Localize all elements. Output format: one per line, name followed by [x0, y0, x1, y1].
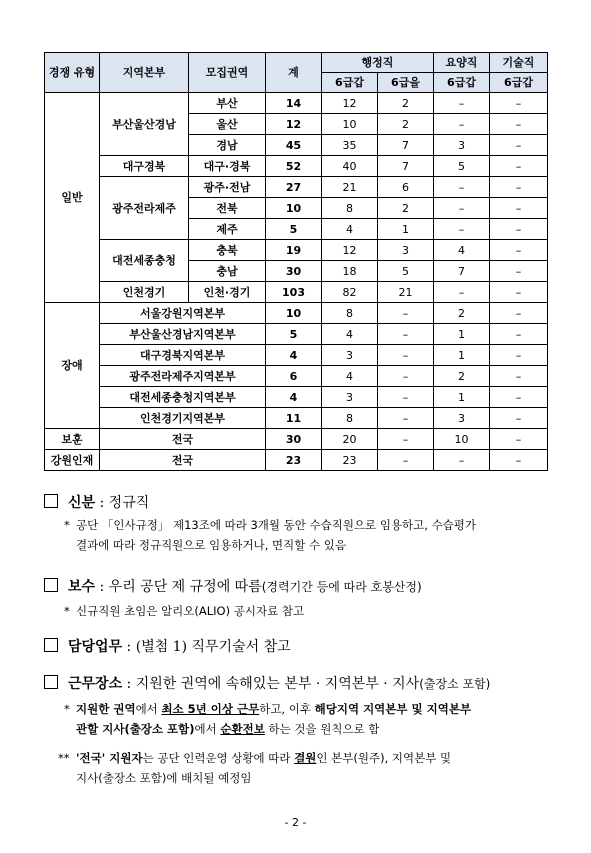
section-workplace — [44, 673, 490, 693]
area-cell: 전북 — [189, 198, 266, 219]
total-cell: 10 — [266, 303, 322, 324]
group-disabled: 장애 — [45, 303, 100, 429]
hq-daegu: 대구경북 — [100, 156, 189, 177]
table-row — [45, 450, 548, 471]
admin-6a-cell: 82 — [322, 282, 378, 303]
header-admin: 행정직 — [322, 53, 434, 73]
note-underline: 최소 5년 이상 근무 — [161, 702, 260, 716]
admin-6a-cell: 12 — [322, 93, 378, 114]
tech-cell: – — [490, 366, 548, 387]
section-title: 근무장소 — [68, 676, 123, 692]
section-text: : 지원한 권역에 속해있는 본부 · 지역본부 · 지사 — [122, 676, 420, 692]
tech-cell: – — [490, 261, 548, 282]
admin-6a-cell: 3 — [322, 345, 378, 366]
nursing-cell: 4 — [434, 240, 490, 261]
table-row — [45, 282, 548, 303]
table-row — [45, 429, 548, 450]
note-bold: '전국' 지원자 — [76, 751, 143, 765]
hq-gwangju: 광주전라제주 — [100, 177, 189, 240]
tech-cell: – — [490, 408, 548, 429]
checkbox-square-icon — [44, 494, 58, 508]
header-type: 경쟁 유형 — [45, 53, 100, 93]
total-cell: 103 — [266, 282, 322, 303]
area-cell: 제주 — [189, 219, 266, 240]
status-note — [64, 515, 476, 555]
nursing-cell: 3 — [434, 135, 490, 156]
area-cell: 전국 — [100, 429, 266, 450]
recruitment-table — [44, 52, 548, 471]
nursing-cell: 3 — [434, 408, 490, 429]
note-underline: 결원 — [294, 751, 317, 765]
area-cell: 광주·전남 — [189, 177, 266, 198]
nursing-cell: – — [434, 282, 490, 303]
section-title: 담당업무 — [68, 639, 123, 655]
note-text: 에서 — [135, 702, 162, 716]
note-mark: * — [64, 702, 70, 716]
total-cell: 4 — [266, 387, 322, 408]
section-duty — [44, 636, 291, 656]
total-cell: 6 — [266, 366, 322, 387]
table-row — [45, 93, 548, 114]
admin-6a-cell: 8 — [322, 408, 378, 429]
nursing-cell: 2 — [434, 366, 490, 387]
note-text: 는 공단 인력운영 상황에 따라 — [142, 751, 295, 765]
section-paren: (출장소 포함) — [419, 677, 491, 691]
note-text: 에서 — [194, 722, 221, 736]
area-cell: 부산울산경남지역본부 — [100, 324, 266, 345]
total-cell: 10 — [266, 198, 322, 219]
header-admin-6b: 6급을 — [378, 73, 434, 93]
nursing-cell: 2 — [434, 303, 490, 324]
group-veteran: 보훈 — [45, 429, 100, 450]
group-general: 일반 — [45, 93, 100, 303]
admin-6b-cell: 21 — [378, 282, 434, 303]
note-text: 지사(출장소 포함)에 배치될 예정임 — [76, 771, 252, 785]
area-cell: 광주전라제주지역본부 — [100, 366, 266, 387]
nursing-cell: – — [434, 177, 490, 198]
note-text: 하는 것을 원칙으로 함 — [264, 722, 380, 736]
note-bold: 해당지역 지역본부 및 지역본부 — [314, 702, 472, 716]
area-cell: 경남 — [189, 135, 266, 156]
total-cell: 5 — [266, 219, 322, 240]
page-number: - 2 - — [284, 816, 307, 829]
admin-6b-cell: 2 — [378, 198, 434, 219]
header-total: 계 — [266, 53, 322, 93]
header-nursing: 요양직 — [434, 53, 490, 73]
admin-6a-cell: 35 — [322, 135, 378, 156]
header-tech-6a: 6급갑 — [490, 73, 548, 93]
note-text: 하고, 이후 — [259, 702, 315, 716]
admin-6b-cell: – — [378, 429, 434, 450]
note-line-2: 결과에 따라 정규직원으로 임용하거나, 면직할 수 있음 — [76, 538, 346, 552]
admin-6b-cell: 2 — [378, 93, 434, 114]
pay-note — [64, 601, 304, 621]
section-pay — [44, 576, 422, 596]
admin-6a-cell: 8 — [322, 198, 378, 219]
tech-cell: – — [490, 240, 548, 261]
admin-6a-cell: 8 — [322, 303, 378, 324]
admin-6a-cell: 3 — [322, 387, 378, 408]
tech-cell: – — [490, 450, 548, 471]
area-cell: 서울강원지역본부 — [100, 303, 266, 324]
area-cell: 충북 — [189, 240, 266, 261]
admin-6a-cell: 18 — [322, 261, 378, 282]
nursing-cell: 1 — [434, 324, 490, 345]
total-cell: 14 — [266, 93, 322, 114]
total-cell: 52 — [266, 156, 322, 177]
tech-cell: – — [490, 282, 548, 303]
area-cell: 충남 — [189, 261, 266, 282]
area-cell: 울산 — [189, 114, 266, 135]
area-cell: 부산 — [189, 93, 266, 114]
nursing-cell: 1 — [434, 345, 490, 366]
admin-6b-cell: 3 — [378, 240, 434, 261]
section-text: : (별첨 1) 직무기술서 참고 — [122, 639, 291, 655]
total-cell: 27 — [266, 177, 322, 198]
table-row — [45, 324, 548, 345]
admin-6a-cell: 40 — [322, 156, 378, 177]
admin-6b-cell: 7 — [378, 135, 434, 156]
tech-cell: – — [490, 303, 548, 324]
tech-cell: – — [490, 114, 548, 135]
table-row — [45, 156, 548, 177]
admin-6a-cell: 4 — [322, 366, 378, 387]
table-row — [45, 240, 548, 261]
nursing-cell: – — [434, 219, 490, 240]
nursing-cell: 7 — [434, 261, 490, 282]
admin-6a-cell: 10 — [322, 114, 378, 135]
note-bold: 지원한 권역 — [76, 702, 136, 716]
tech-cell: – — [490, 177, 548, 198]
checkbox-square-icon — [44, 675, 58, 689]
admin-6a-cell: 4 — [322, 219, 378, 240]
workplace-note-2 — [58, 748, 451, 788]
tech-cell: – — [490, 156, 548, 177]
note-underline: 순환전보 — [220, 722, 265, 736]
total-cell: 19 — [266, 240, 322, 261]
nursing-cell: – — [434, 93, 490, 114]
admin-6a-cell: 21 — [322, 177, 378, 198]
admin-6b-cell: – — [378, 366, 434, 387]
section-title: 보수 — [68, 579, 96, 595]
total-cell: 23 — [266, 450, 322, 471]
hq-daejeon: 대전세종충청 — [100, 240, 189, 282]
admin-6a-cell: 12 — [322, 240, 378, 261]
checkbox-square-icon — [44, 578, 58, 592]
header-admin-6a: 6급갑 — [322, 73, 378, 93]
admin-6b-cell: – — [378, 345, 434, 366]
section-paren: (경력기간 등에 따라 호봉산정) — [261, 580, 422, 594]
tech-cell: – — [490, 93, 548, 114]
section-text: : 우리 공단 제 규정에 따름 — [95, 579, 262, 595]
table-row — [45, 366, 548, 387]
group-gangwon: 강원인재 — [45, 450, 100, 471]
admin-6b-cell: 6 — [378, 177, 434, 198]
nursing-cell: – — [434, 450, 490, 471]
admin-6b-cell: – — [378, 408, 434, 429]
admin-6b-cell: 2 — [378, 114, 434, 135]
nursing-cell: – — [434, 198, 490, 219]
area-cell: 인천경기지역본부 — [100, 408, 266, 429]
area-cell: 대전세종충청지역본부 — [100, 387, 266, 408]
checkbox-square-icon — [44, 638, 58, 652]
admin-6b-cell: 1 — [378, 219, 434, 240]
note-line-1: 공단 「인사규정」 제13조에 따라 3개월 동안 수습직원으로 임용하고, 수습평가 — [76, 518, 477, 532]
table-row — [45, 387, 548, 408]
area-cell: 대구·경북 — [189, 156, 266, 177]
total-cell: 5 — [266, 324, 322, 345]
header-tech: 기술직 — [490, 53, 548, 73]
tech-cell: – — [490, 324, 548, 345]
header-area: 모집권역 — [189, 53, 266, 93]
tech-cell: – — [490, 198, 548, 219]
area-cell: 인천·경기 — [189, 282, 266, 303]
admin-6b-cell: – — [378, 303, 434, 324]
hq-incheon: 인천경기 — [100, 282, 189, 303]
total-cell: 12 — [266, 114, 322, 135]
note-bold: 관할 지사(출장소 포함) — [76, 722, 195, 736]
table-row — [45, 408, 548, 429]
nursing-cell: 5 — [434, 156, 490, 177]
nursing-cell: 10 — [434, 429, 490, 450]
section-text: : 정규직 — [95, 495, 150, 511]
note-text: 인 본부(원주), 지역본부 및 — [316, 751, 452, 765]
tech-cell: – — [490, 219, 548, 240]
area-cell: 대구경북지역본부 — [100, 345, 266, 366]
section-status — [44, 492, 149, 512]
admin-6b-cell: 7 — [378, 156, 434, 177]
header-region-hq: 지역본부 — [100, 53, 189, 93]
tech-cell: – — [490, 135, 548, 156]
admin-6b-cell: – — [378, 450, 434, 471]
tech-cell: – — [490, 387, 548, 408]
note-mark: * — [64, 518, 70, 532]
note-mark: ** — [58, 751, 70, 765]
admin-6b-cell: 5 — [378, 261, 434, 282]
table-row — [45, 303, 548, 324]
total-cell: 11 — [266, 408, 322, 429]
admin-6b-cell: – — [378, 387, 434, 408]
area-cell: 전국 — [100, 450, 266, 471]
admin-6a-cell: 23 — [322, 450, 378, 471]
workplace-note-1 — [64, 699, 471, 739]
note-mark: * — [64, 604, 70, 618]
section-title: 신분 — [68, 495, 96, 511]
header-nursing-6a: 6급갑 — [434, 73, 490, 93]
admin-6b-cell: – — [378, 324, 434, 345]
nursing-cell: – — [434, 114, 490, 135]
table-row — [45, 177, 548, 198]
tech-cell: – — [490, 429, 548, 450]
admin-6a-cell: 4 — [322, 324, 378, 345]
hq-busan: 부산울산경남 — [100, 93, 189, 156]
total-cell: 4 — [266, 345, 322, 366]
note-text: 신규직원 초임은 알리오(ALIO) 공시자료 참고 — [76, 604, 305, 618]
admin-6a-cell: 20 — [322, 429, 378, 450]
total-cell: 30 — [266, 429, 322, 450]
tech-cell: – — [490, 345, 548, 366]
table-row — [45, 345, 548, 366]
total-cell: 45 — [266, 135, 322, 156]
total-cell: 30 — [266, 261, 322, 282]
nursing-cell: 1 — [434, 387, 490, 408]
